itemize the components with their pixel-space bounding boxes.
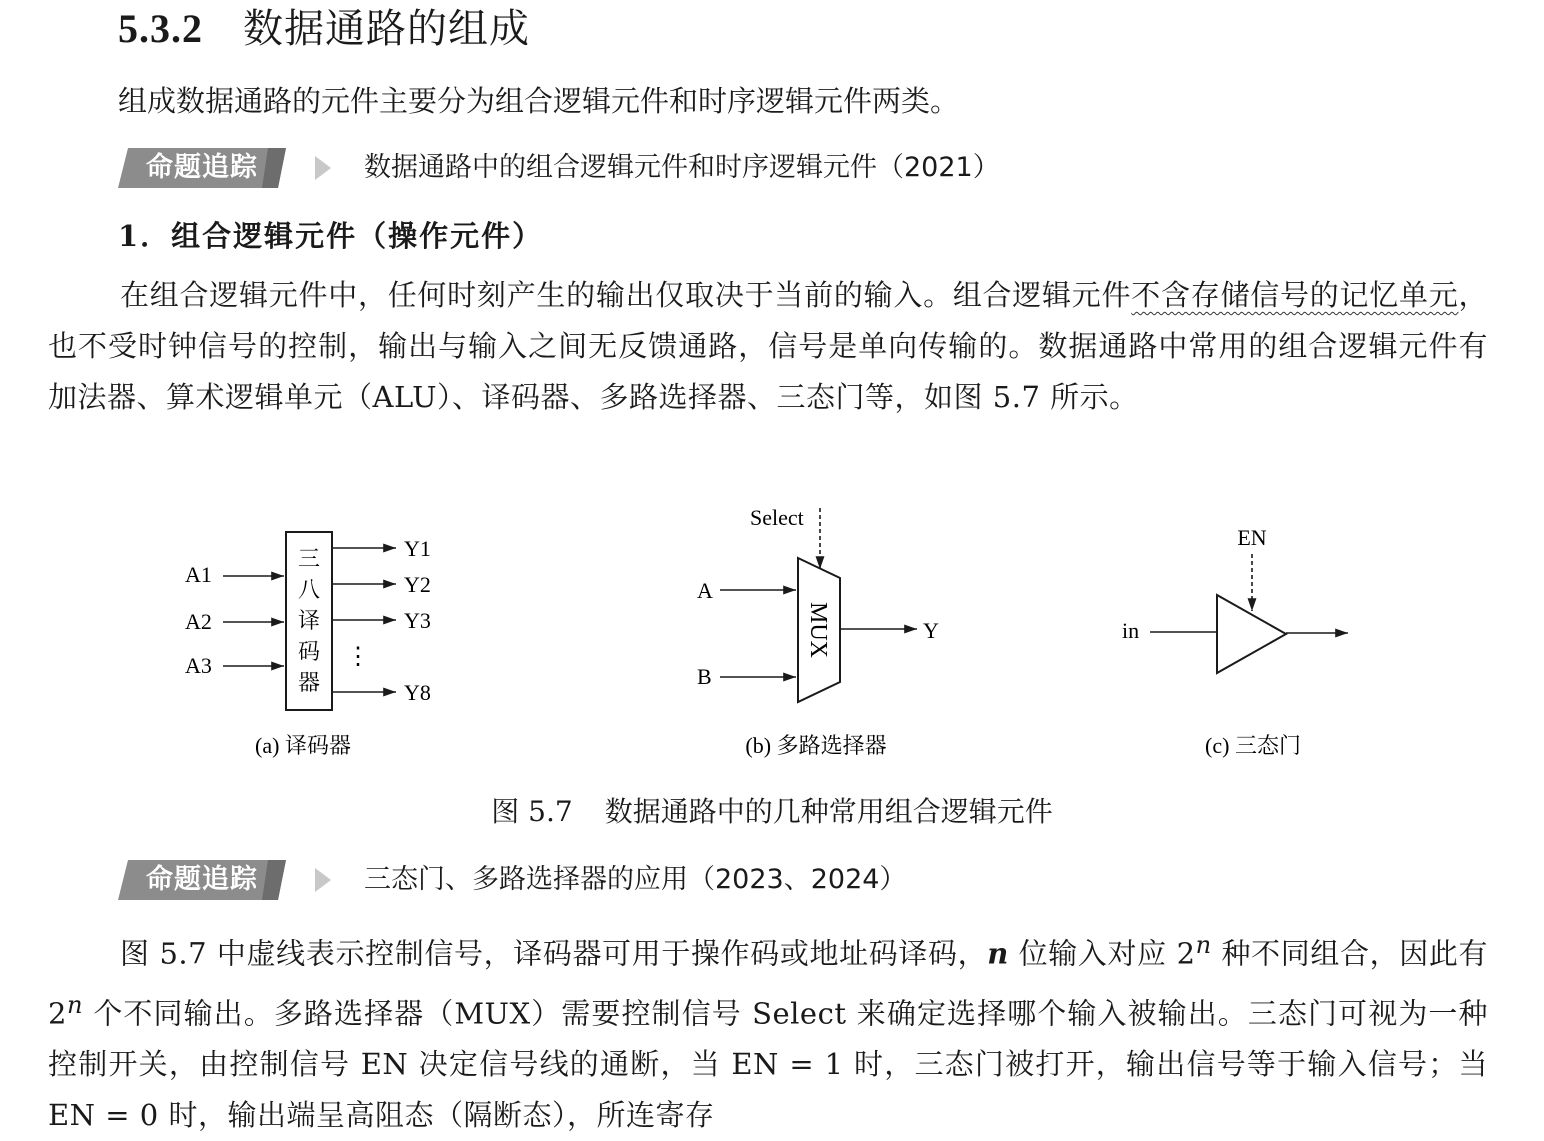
- para2-text-c: 种不同组合，因此有 2: [48, 936, 1489, 1031]
- section-heading: [118, 4, 530, 54]
- figure-number: 图 5.7: [491, 795, 573, 828]
- paragraph-explanation: [48, 920, 1488, 1141]
- tristate-enable-label: EN: [1237, 525, 1267, 550]
- tracking-text: 三态门、多路选择器的应用（2023、2024）: [364, 864, 907, 895]
- decoder-output-label: Y3: [404, 608, 431, 633]
- decoder-char: 三: [297, 546, 321, 571]
- tristate-caption: (c) 三态门: [1205, 733, 1301, 758]
- para1-emphasis: 不含存储信号的记忆单元: [1131, 278, 1459, 312]
- intro-paragraph: 组成数据通路的元件主要分为组合逻辑元件和时序逻辑元件两类。: [118, 84, 960, 118]
- para1-text-b: ，也不受时钟信号的控制，输出与输入之间无反馈通路，信号是单向传输的。数据通路中常用的组合逻辑元件有加法器、算术逻辑单元（ALU）、译码器、多路选择器、三态门等，如图 5.7 所示。: [48, 278, 1488, 414]
- badge-label: 命题追踪: [146, 152, 258, 183]
- decoder-input-label: A2: [185, 609, 212, 634]
- para2-exponent: n: [66, 990, 84, 1019]
- decoder-char: 译: [297, 608, 321, 633]
- para2-exponent: n: [1195, 931, 1212, 959]
- section-number: 5.3.2: [118, 6, 203, 51]
- tristate-diagram: [1122, 525, 1348, 758]
- play-arrow-icon: [312, 866, 334, 894]
- mux-input-label: A: [697, 578, 713, 603]
- mux-diagram: [697, 505, 939, 758]
- decoder-char: 器: [297, 670, 321, 695]
- tristate-input-label: in: [1122, 618, 1140, 643]
- figure-caption: [0, 792, 1544, 832]
- decoder-diagram: [185, 532, 431, 758]
- subsection-heading: 1．组合逻辑元件（操作元件）: [118, 219, 544, 253]
- mux-label: MUX: [805, 601, 831, 659]
- mux-output-label: Y: [923, 618, 939, 643]
- figure-5-7: [150, 496, 1400, 776]
- mux-caption: (b) 多路选择器: [745, 733, 887, 758]
- play-arrow-icon: [312, 154, 334, 182]
- para1-text-a: 在组合逻辑元件中，任何时刻产生的输出仅取决于当前的输入。组合逻辑元件: [120, 278, 1132, 312]
- para2-text-d: 个不同输出。多路选择器（MUX）需要控制信号 Select 来确定选择哪个输入被输出。三态门可视为一种控制开关，由控制信号 EN 决定信号线的通断，当 EN = 1 时，三态门被打开，输出信号等于输入信号；当 EN = 0 时，输出端呈高阻态（隔断态），所连寄存: [48, 996, 1488, 1133]
- decoder-ellipsis: ⋮: [346, 644, 370, 670]
- decoder-input-label: A1: [185, 562, 212, 587]
- decoder-caption: (a) 译码器: [255, 733, 351, 758]
- section-title: 数据通路的组成: [243, 6, 530, 52]
- figure-title: 数据通路中的几种常用组合逻辑元件: [604, 795, 1053, 828]
- decoder-char: 八: [297, 577, 321, 602]
- para2-var-n: n: [987, 936, 1009, 971]
- decoder-char: 码: [297, 639, 321, 664]
- badge-label: 命题追踪: [146, 864, 258, 895]
- decoder-output-label: Y8: [404, 680, 431, 705]
- decoder-output-label: Y2: [404, 572, 431, 597]
- paragraph-combinational: [48, 270, 1488, 423]
- decoder-output-label: Y1: [404, 536, 431, 561]
- tracking-text: 数据通路中的组合逻辑元件和时序逻辑元件（2021）: [364, 152, 1000, 183]
- para2-text-a: 图 5.7 中虚线表示控制信号，译码器可用于操作码或地址码译码，: [120, 936, 988, 971]
- tracking-badge: [118, 860, 288, 900]
- para2-text-b: 位输入对应 2: [1008, 936, 1196, 971]
- decoder-input-label: A3: [185, 653, 212, 678]
- tracking-badge: [118, 148, 288, 188]
- mux-input-label: B: [697, 664, 712, 689]
- mux-select-label: Select: [750, 505, 804, 530]
